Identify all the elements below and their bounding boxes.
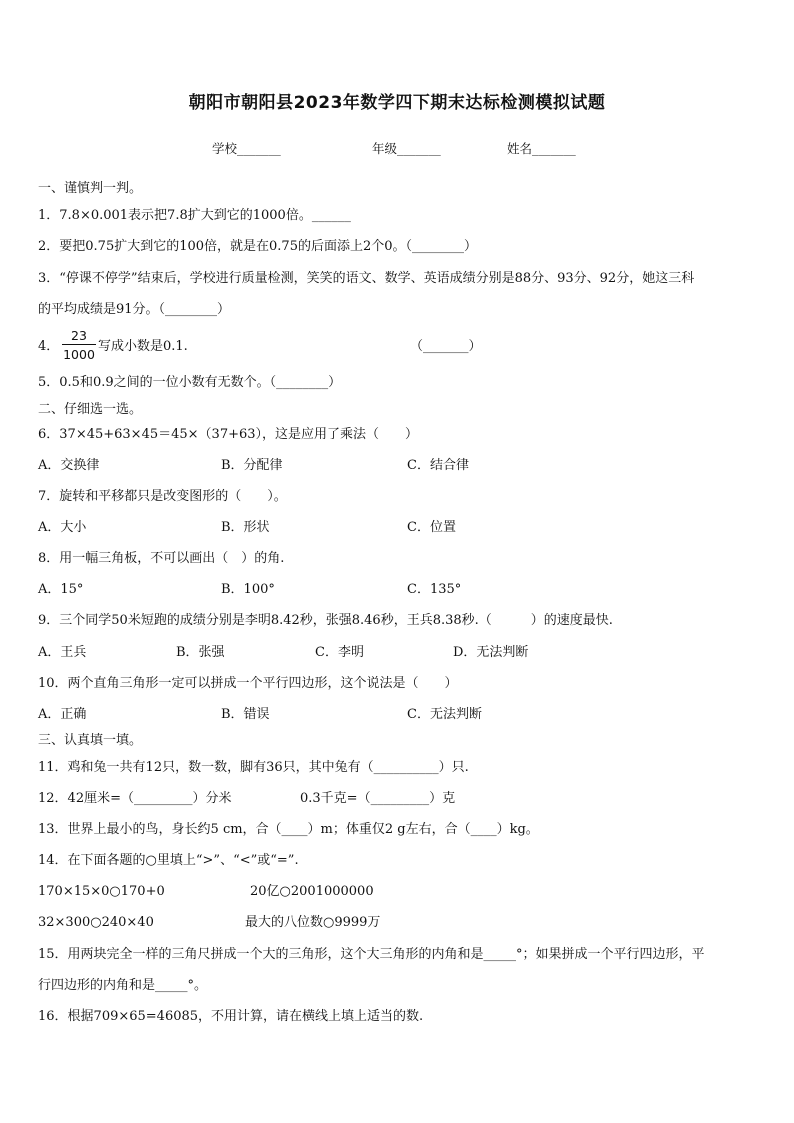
section-heading-fill: 三、认真填一填。 [38,733,143,748]
question-14-item-3: 32×300○240×40 [38,915,154,930]
option-6a: A．交换律 [38,458,100,473]
fraction-numerator: 23 [71,328,87,343]
question-4-blank: （_______） [410,339,482,354]
option-7a: A．大小 [38,520,87,535]
question-1: 1．7.8×0.001表示把7.8扩大到它的1000倍。______ [38,208,351,223]
option-6b: B．分配律 [221,458,283,473]
fraction-bar [62,344,96,345]
question-14-item-1: 170×15×0○170+0 [38,884,165,899]
question-15-line-1: 15．用两块完全一样的三角尺拼成一个大的三角形，这个大三角形的内角和是_____°；如果拼成一个平行四边形，平 [38,947,705,962]
option-8c: C．135° [407,582,462,597]
question-14-item-4: 最大的八位数○9999万 [245,915,381,930]
question-5: 5．0.5和0.9之间的一位小数有无数个。（________） [38,375,342,390]
fraction-denominator: 1000 [63,347,95,362]
question-7: 7．旋转和平移都只是改变图形的（ ）。 [38,489,287,504]
question-12-part-2: 0.3千克=（_________）克 [300,791,456,806]
question-4-number: 4． [38,339,60,354]
question-6: 6．37×45+63×45＝45×（37+63），这是应用了乘法（ ） [38,427,419,442]
question-16: 16．根据709×65=46085，不用计算，请在横线上填上适当的数. [38,1009,424,1024]
question-2: 2．要把0.75扩大到它的100倍，就是在0.75的后面添上2个0。（________） [38,239,478,254]
option-7c: C．位置 [407,520,456,535]
question-12-part-1: 12．42厘米=（_________）分米 [38,791,232,806]
grade-field: 年级_______ [372,141,441,156]
school-field: 学校_______ [212,141,281,156]
option-10c: C．无法判断 [407,707,482,722]
question-14: 14．在下面各题的○里填上“>”、“<”或“=”. [38,853,299,868]
question-14-item-2: 20亿○2001000000 [250,884,374,899]
fraction [62,328,96,362]
section-heading-judge: 一、谨慎判一判。 [38,181,143,196]
question-9: 9．三个同学50米短跑的成绩分别是李明8.42秒，张强8.46秒，王兵8.38秒.（ ）的速度最快. [38,613,613,628]
question-4-text: 写成小数是0.1. [98,339,188,354]
page-title: 朝阳市朝阳县2023年数学四下期末达标检测模拟试题 [188,93,606,113]
option-9c: C．李明 [315,645,364,660]
question-15-line-2: 行四边形的内角和是_____°。 [38,978,208,993]
section-heading-choose: 二、仔细选一选。 [38,402,143,417]
option-10b: B．错误 [221,707,270,722]
question-10: 10．两个直角三角形一定可以拼成一个平行四边形，这个说法是（ ） [38,676,458,691]
option-9a: A．王兵 [38,645,87,660]
option-9b: B．张强 [176,645,225,660]
question-3-line-2: 的平均成绩是91分。（________） [38,302,231,317]
option-8b: B．100° [221,582,275,597]
option-9d: D．无法判断 [453,645,529,660]
question-13: 13．世界上最小的鸟，身长约5 cm，合（____）m；体重仅2 g左右，合（____）kg。 [38,822,539,837]
option-10a: A．正确 [38,707,87,722]
option-8a: A．15° [38,582,84,597]
question-8: 8．用一幅三角板，不可以画出（ ）的角. [38,551,285,566]
option-7b: B．形状 [221,520,270,535]
question-11: 11．鸡和兔一共有12只，数一数，脚有36只，其中兔有（__________）只. [38,760,469,775]
option-6c: C．结合律 [407,458,469,473]
name-field: 姓名_______ [507,141,576,156]
question-3-line-1: 3．“停课不停学”结束后，学校进行质量检测，笑笑的语文、数学、英语成绩分别是88分、93分、92分，她这三科 [38,271,695,286]
